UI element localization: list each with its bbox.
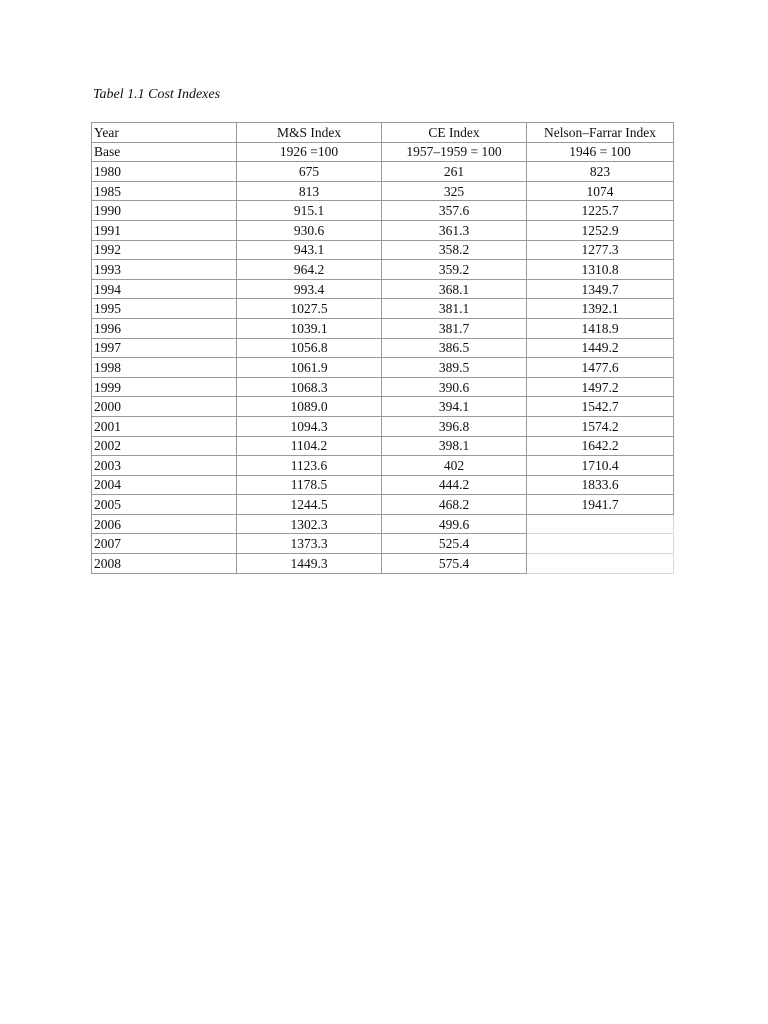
ce-index-cell: 398.1: [382, 436, 527, 456]
year-cell: 1985: [92, 181, 237, 201]
year-cell: 2002: [92, 436, 237, 456]
ms-index-cell: 813: [237, 181, 382, 201]
header-ms-index: M&S Index: [237, 123, 382, 143]
ms-index-cell: 1094.3: [237, 416, 382, 436]
nelson-farrar-cell: 1574.2: [527, 416, 674, 436]
table-row: [92, 338, 674, 358]
ce-index-cell: 390.6: [382, 377, 527, 397]
table-row: [92, 162, 674, 182]
header-year: Year: [92, 123, 237, 143]
table-header-row: [92, 123, 674, 143]
ce-index-cell: 444.2: [382, 475, 527, 495]
nelson-farrar-cell: 1252.9: [527, 220, 674, 240]
table-row: [92, 201, 674, 221]
ms-index-cell: 1244.5: [237, 495, 382, 515]
ce-index-cell: 396.8: [382, 416, 527, 436]
nelson-farrar-cell: [527, 534, 674, 554]
cost-index-table: [91, 122, 674, 574]
nelson-farrar-cell: 1477.6: [527, 358, 674, 378]
table-row: [92, 220, 674, 240]
table-row: [92, 534, 674, 554]
table-row: [92, 495, 674, 515]
nelson-farrar-cell: 1418.9: [527, 318, 674, 338]
year-cell: 2000: [92, 397, 237, 417]
nelson-farrar-cell: 1941.7: [527, 495, 674, 515]
year-cell: 1992: [92, 240, 237, 260]
table-row: [92, 456, 674, 476]
nelson-farrar-cell: 1310.8: [527, 260, 674, 280]
nelson-farrar-cell: 823: [527, 162, 674, 182]
ms-index-cell: 1123.6: [237, 456, 382, 476]
nelson-farrar-cell: [527, 514, 674, 534]
table-row: [92, 377, 674, 397]
table-row: [92, 397, 674, 417]
nelson-farrar-cell: 1074: [527, 181, 674, 201]
table-row: [92, 358, 674, 378]
table-row: [92, 436, 674, 456]
table-row: [92, 475, 674, 495]
ce-index-cell: 381.7: [382, 318, 527, 338]
table-row: [92, 260, 674, 280]
ce-index-cell: 358.2: [382, 240, 527, 260]
ce-index-cell: 381.1: [382, 299, 527, 319]
nelson-farrar-cell: 1449.2: [527, 338, 674, 358]
nelson-farrar-cell: 1392.1: [527, 299, 674, 319]
year-cell: 1995: [92, 299, 237, 319]
ms-index-cell: 1302.3: [237, 514, 382, 534]
ce-index-cell: 368.1: [382, 279, 527, 299]
table-body: [92, 142, 674, 573]
table-row: [92, 416, 674, 436]
ms-index-cell: 993.4: [237, 279, 382, 299]
year-cell: 1994: [92, 279, 237, 299]
year-cell: 2006: [92, 514, 237, 534]
year-cell: 1990: [92, 201, 237, 221]
ce-index-cell: 261: [382, 162, 527, 182]
header-ce-index: CE Index: [382, 123, 527, 143]
ms-index-cell: 1178.5: [237, 475, 382, 495]
table-row: [92, 279, 674, 299]
year-cell: 1997: [92, 338, 237, 358]
year-cell: 1991: [92, 220, 237, 240]
year-cell: 1993: [92, 260, 237, 280]
ce-index-cell: 525.4: [382, 534, 527, 554]
table-caption: Tabel 1.1 Cost Indexes: [93, 87, 221, 102]
nelson-farrar-cell: 1225.7: [527, 201, 674, 221]
ce-index-cell: 325: [382, 181, 527, 201]
ms-index-cell: 1061.9: [237, 358, 382, 378]
ce-index-cell: 386.5: [382, 338, 527, 358]
ms-index-cell: 1027.5: [237, 299, 382, 319]
ce-index-cell: 359.2: [382, 260, 527, 280]
table-row: [92, 181, 674, 201]
ms-index-cell: 1039.1: [237, 318, 382, 338]
table-row: [92, 554, 674, 574]
header-nelson-farrar-index: Nelson–Farrar Index: [527, 123, 674, 143]
ce-index-cell: 389.5: [382, 358, 527, 378]
table-row: [92, 240, 674, 260]
ms-index-cell: 943.1: [237, 240, 382, 260]
ms-index-cell: 1926 =100: [237, 142, 382, 162]
table-row: [92, 299, 674, 319]
ms-index-cell: 1089.0: [237, 397, 382, 417]
table-row: [92, 318, 674, 338]
year-cell: 2008: [92, 554, 237, 574]
nelson-farrar-cell: [527, 554, 674, 574]
nelson-farrar-cell: 1277.3: [527, 240, 674, 260]
nelson-farrar-cell: 1710.4: [527, 456, 674, 476]
ms-index-cell: 915.1: [237, 201, 382, 221]
ms-index-cell: 1068.3: [237, 377, 382, 397]
ce-index-cell: 575.4: [382, 554, 527, 574]
nelson-farrar-cell: 1349.7: [527, 279, 674, 299]
ce-index-cell: 499.6: [382, 514, 527, 534]
year-cell: 1980: [92, 162, 237, 182]
ms-index-cell: 930.6: [237, 220, 382, 240]
ms-index-cell: 1056.8: [237, 338, 382, 358]
ce-index-cell: 361.3: [382, 220, 527, 240]
year-cell: 2005: [92, 495, 237, 515]
nelson-farrar-cell: 1946 = 100: [527, 142, 674, 162]
year-cell: 1996: [92, 318, 237, 338]
ms-index-cell: 675: [237, 162, 382, 182]
ms-index-cell: 964.2: [237, 260, 382, 280]
nelson-farrar-cell: 1542.7: [527, 397, 674, 417]
year-cell: Base: [92, 142, 237, 162]
table-row: [92, 142, 674, 162]
year-cell: 2003: [92, 456, 237, 476]
ms-index-cell: 1449.3: [237, 554, 382, 574]
year-cell: 2004: [92, 475, 237, 495]
nelson-farrar-cell: 1497.2: [527, 377, 674, 397]
year-cell: 1999: [92, 377, 237, 397]
nelson-farrar-cell: 1833.6: [527, 475, 674, 495]
ce-index-cell: 357.6: [382, 201, 527, 221]
ce-index-cell: 394.1: [382, 397, 527, 417]
year-cell: 2007: [92, 534, 237, 554]
table-row: [92, 514, 674, 534]
ce-index-cell: 1957–1959 = 100: [382, 142, 527, 162]
ce-index-cell: 468.2: [382, 495, 527, 515]
year-cell: 1998: [92, 358, 237, 378]
year-cell: 2001: [92, 416, 237, 436]
ms-index-cell: 1104.2: [237, 436, 382, 456]
nelson-farrar-cell: 1642.2: [527, 436, 674, 456]
ms-index-cell: 1373.3: [237, 534, 382, 554]
ce-index-cell: 402: [382, 456, 527, 476]
